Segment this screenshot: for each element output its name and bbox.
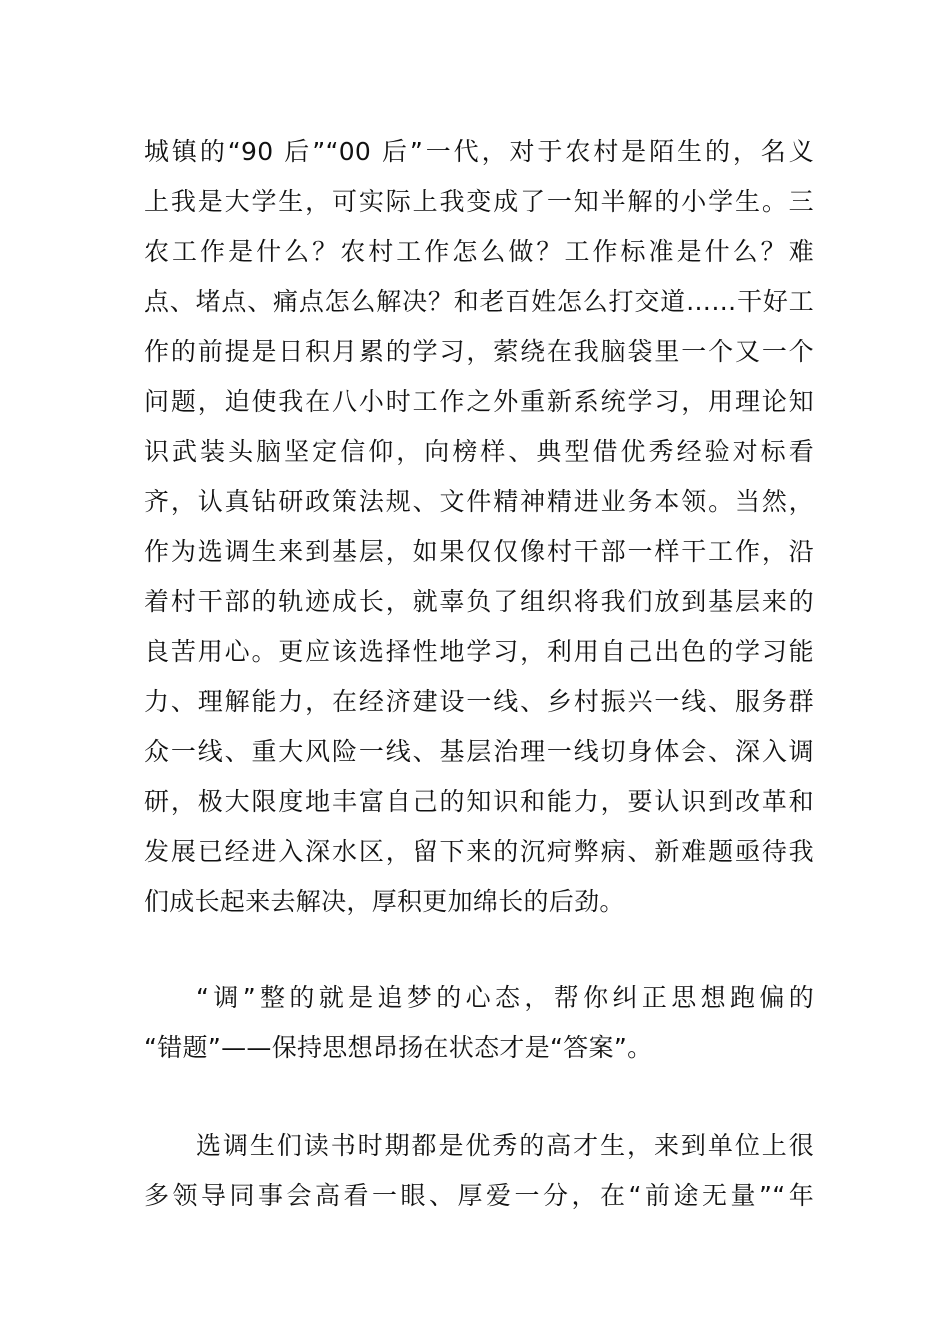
paragraph-mindset-heading <box>144 973 814 1073</box>
text-line: 研，极大限度地丰富自己的知识和能力，要认识到改革和 <box>144 787 814 816</box>
text-line: 问题，迫使我在八小时工作之外重新系统学习，用理论知 <box>144 387 814 416</box>
text-line: “错题”——保持思想昂扬在状态才是“答案”。 <box>144 1033 653 1062</box>
paragraph-talent-intro <box>144 1121 814 1221</box>
text-line: 选调生们读书时期都是优秀的高才生，来到单位上很 <box>196 1131 814 1160</box>
text-line: 良苦用心。更应该选择性地学习，利用自己出色的学习能 <box>144 637 814 666</box>
text-line: 识武装头脑坚定信仰，向榜样、典型借优秀经验对标看 <box>144 437 814 466</box>
text-line: 作为选调生来到基层，如果仅仅像村干部一样干工作，沿 <box>144 537 814 566</box>
text-line: 农工作是什么？农村工作怎么做？工作标准是什么？难 <box>144 237 814 266</box>
text-line: 力、理解能力，在经济建设一线、乡村振兴一线、服务群 <box>144 687 814 716</box>
text-line: “调”整的就是追梦的心态，帮你纠正思想跑偏的 <box>196 983 814 1012</box>
text-line: 发展已经进入深水区，留下来的沉疴弊病、新难题亟待我 <box>144 837 814 866</box>
text-line: 上我是大学生，可实际上我变成了一知半解的小学生。三 <box>144 187 814 216</box>
text-line: 众一线、重大风险一线、基层治理一线切身体会、深入调 <box>144 737 814 766</box>
paragraph-rural-study <box>144 127 814 927</box>
text-line: 们成长起来去解决，厚积更加绵长的后劲。 <box>144 887 625 916</box>
text-line: 着村干部的轨迹成长，就辜负了组织将我们放到基层来的 <box>144 587 814 616</box>
text-line: 多领导同事会高看一眼、厚爱一分，在“前途无量”“年 <box>144 1181 814 1210</box>
text-line: 点、堵点、痛点怎么解决？和老百姓怎么打交道……干好工 <box>144 287 814 316</box>
text-line: 城镇的“90 后”“00 后”一代，对于农村是陌生的，名义 <box>144 137 814 166</box>
text-line: 作的前提是日积月累的学习，萦绕在我脑袋里一个又一个 <box>144 337 814 366</box>
text-line: 齐，认真钻研政策法规、文件精神精进业务本领。当然， <box>144 487 814 516</box>
